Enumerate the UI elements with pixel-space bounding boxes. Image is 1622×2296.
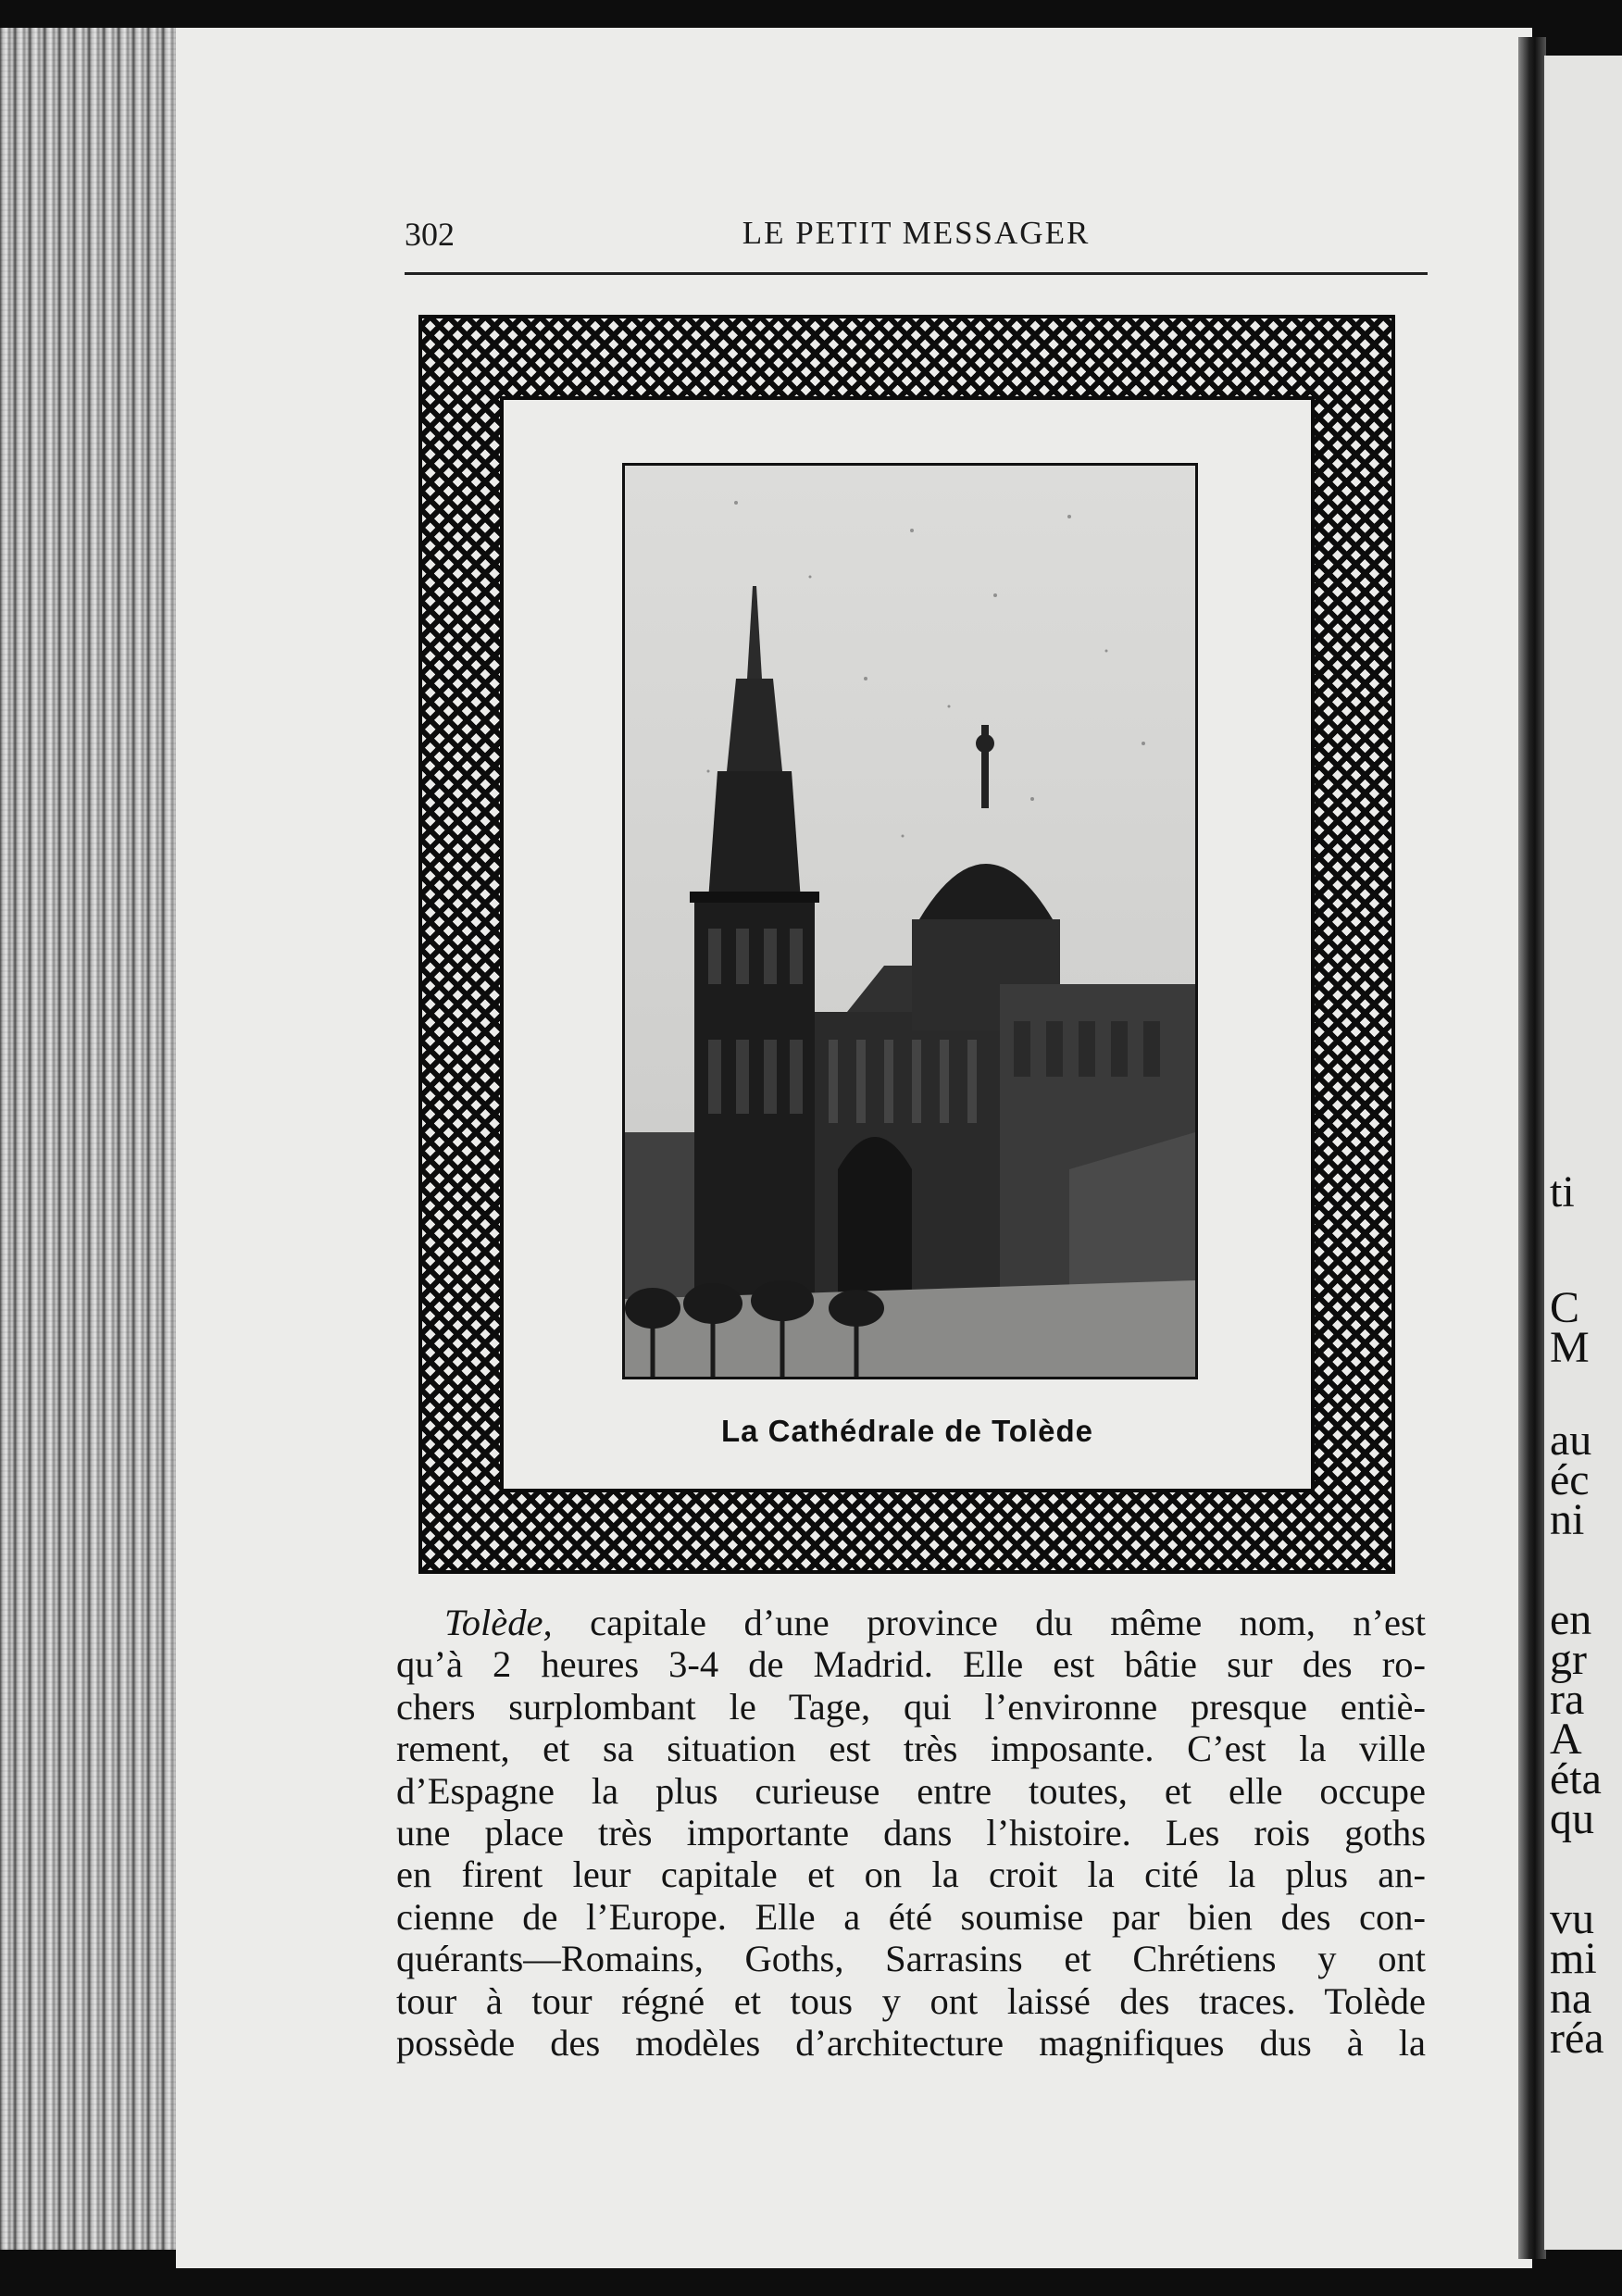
running-head <box>405 215 1428 275</box>
facing-fragment: ni <box>1550 1495 1585 1544</box>
text-line: d’Espagne la plus curieuse entre toutes, et elle occupe <box>396 1769 1426 1812</box>
text-line: en firent leur capitale et on la croit la cité la plus an- <box>396 1853 1426 1896</box>
facing-fragment: A <box>1550 1715 1582 1764</box>
text-line: cienne de l’Europe. Elle a été soumise par bien des con- <box>396 1895 1426 1938</box>
body-paragraph <box>396 1602 1426 2064</box>
facing-fragment: réa <box>1550 2014 1604 2063</box>
facing-fragment: qu <box>1550 1794 1594 1843</box>
page-number: 302 <box>405 216 455 253</box>
text-line: quérants—Romains, Goths, Sarrasins et Chrétiens y ont <box>396 1938 1426 1980</box>
facing-fragment: M <box>1550 1323 1590 1372</box>
book-gutter <box>1518 37 1546 2259</box>
facing-fragment: en <box>1550 1595 1592 1644</box>
book-page-edges <box>0 28 189 2250</box>
facing-fragment: ti <box>1550 1167 1575 1217</box>
cathedral-photograph <box>622 463 1198 1379</box>
facing-fragment: au <box>1550 1416 1592 1465</box>
facing-fragment: éta <box>1550 1754 1602 1803</box>
text-line: Tolède, capitale d’une province du même nom, n’est <box>444 1602 1427 1643</box>
facing-fragment: vu <box>1550 1894 1594 1943</box>
facing-page <box>1544 56 1622 2250</box>
text-line: rement, et sa situation est très imposante. C’est la ville <box>396 1728 1426 1770</box>
running-title: LE PETIT MESSAGER <box>742 215 1091 251</box>
facing-fragment: éc <box>1550 1455 1590 1504</box>
facing-fragment: gr <box>1550 1635 1587 1684</box>
lead-word: Tolède, <box>444 1602 553 1643</box>
text-line: qu’à 2 heures 3-4 de Madrid. Elle est bâtie sur des ro- <box>396 1643 1426 1686</box>
text-line: une place très importante dans l’histoire. Les rois goths <box>396 1812 1426 1854</box>
text-line: possède des modèles d’architecture magnifiques dus à la <box>396 2022 1426 2065</box>
figure-caption: La Cathédrale de Tolède <box>721 1414 1093 1448</box>
facing-fragment: mi <box>1550 1934 1597 1983</box>
facing-fragment: na <box>1550 1974 1592 2023</box>
cathedral-illustration <box>625 466 1195 1377</box>
text-line: chers surplombant le Tage, qui l’environne presque entiè- <box>396 1685 1426 1728</box>
facing-fragment: ra <box>1550 1675 1585 1724</box>
text-line: tour à tour régné et tous y ont laissé des traces. Tolède <box>396 1979 1426 2022</box>
facing-fragment: C <box>1550 1283 1580 1332</box>
